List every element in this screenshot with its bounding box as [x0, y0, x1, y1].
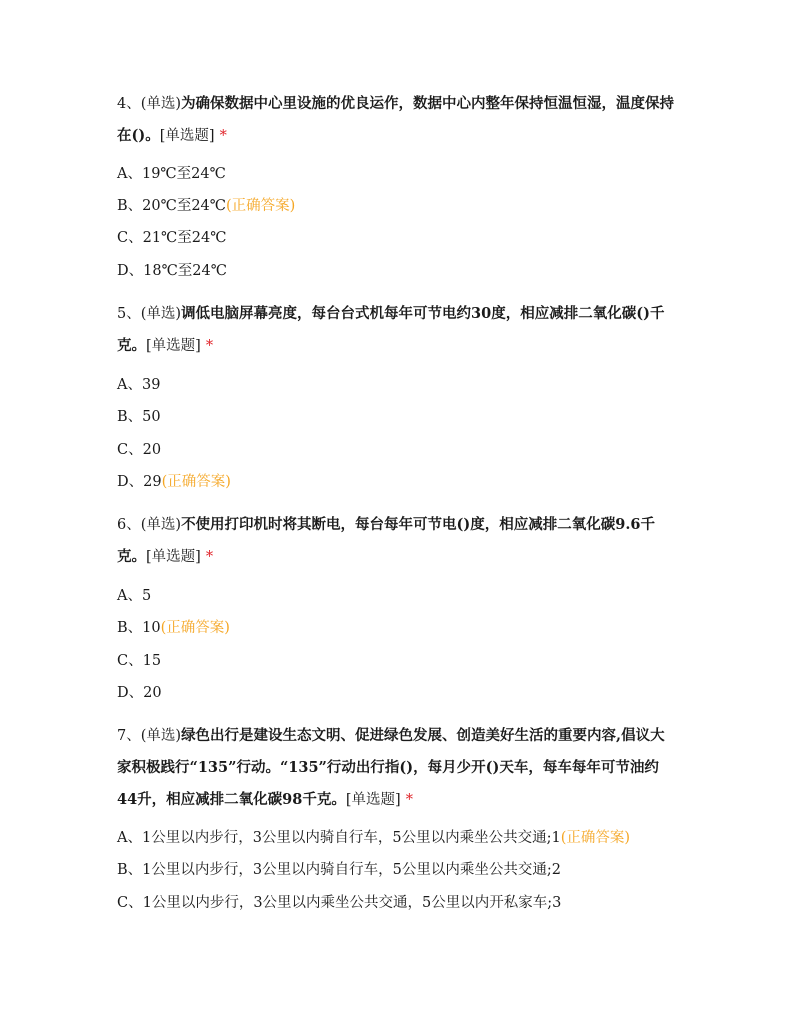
required-mark: * — [205, 549, 214, 565]
question-7 — [117, 720, 677, 816]
option-7b[interactable] — [117, 860, 561, 880]
option-4a[interactable] — [117, 164, 226, 184]
option-text: B、50 — [117, 409, 161, 425]
option-text: B、20℃至24℃ — [117, 198, 226, 214]
correct-answer-label: (正确答案) — [161, 474, 231, 490]
question-number: 6、 — [117, 517, 141, 533]
option-text: A、1公里以内步行，3公里以内骑自行车，5公里以内乘坐公共交通;1 — [117, 830, 561, 846]
question-type-label: [单选题] — [159, 128, 215, 144]
option-5c[interactable] — [117, 440, 161, 460]
question-tag: (单选) — [140, 306, 182, 322]
option-text: B、1公里以内步行，3公里以内骑自行车，5公里以内乘坐公共交通;2 — [117, 862, 561, 878]
correct-answer-label: (正确答案) — [560, 830, 631, 846]
required-mark: * — [405, 792, 413, 808]
option-4d[interactable] — [117, 261, 227, 281]
option-text: D、18℃至24℃ — [117, 263, 227, 279]
question-tag: (单选) — [140, 96, 182, 112]
option-text: A、39 — [117, 377, 161, 393]
question-number: 5、 — [117, 306, 141, 322]
option-text: D、20 — [117, 685, 162, 701]
option-text: C、21℃至24℃ — [117, 230, 227, 246]
question-text: 调低电脑屏幕亮度，每台台式机每年可节电约30度，相应减排二氧化碳()千克。 — [117, 305, 665, 354]
option-text: C、20 — [117, 442, 162, 458]
question-5 — [117, 298, 677, 362]
option-text: A、5 — [117, 588, 152, 604]
question-type-label: [单选题] — [345, 792, 401, 808]
question-number: 4、 — [117, 96, 141, 112]
question-tag: (单选) — [140, 728, 182, 744]
option-text: C、1公里以内步行，3公里以内乘坐公共交通，5公里以内开私家车;3 — [117, 895, 562, 911]
option-text: D、29 — [117, 474, 162, 490]
required-mark: * — [219, 128, 227, 144]
option-6c[interactable] — [117, 651, 161, 671]
option-7c[interactable] — [117, 893, 561, 913]
question-type-label: [单选题] — [146, 338, 201, 354]
option-text: B、10 — [117, 620, 161, 636]
option-5b[interactable] — [117, 407, 161, 427]
question-tag: (单选) — [140, 517, 182, 533]
question-6 — [117, 509, 677, 573]
option-6b[interactable] — [117, 618, 230, 638]
option-7a[interactable] — [117, 828, 630, 848]
question-text: 不使用打印机时将其断电，每台每年可节电()度，相应减排二氧化碳9.6千克。 — [117, 516, 656, 565]
option-5d[interactable] — [117, 472, 231, 492]
question-number: 7、 — [117, 728, 141, 744]
correct-answer-label: (正确答案) — [226, 198, 296, 214]
question-text: 为确保数据中心里设施的优良运作，数据中心内整年保持恒温恒湿，温度保持在()。 — [117, 95, 675, 144]
question-4 — [117, 88, 677, 152]
option-text: C、15 — [117, 653, 162, 669]
option-6d[interactable] — [117, 683, 162, 703]
question-text: 绿色出行是建设生态文明、促进绿色发展、创造美好生活的重要内容,倡议大家积极践行“135”行动。“135”行动出行指()，每月少开()天车，每车每年可节油约44升，相应减排二氧化碳98千克。 — [117, 727, 665, 808]
option-6a[interactable] — [117, 586, 151, 606]
correct-answer-label: (正确答案) — [160, 620, 230, 636]
option-5a[interactable] — [117, 375, 160, 395]
option-text: A、19℃至24℃ — [117, 166, 226, 182]
question-type-label: [单选题] — [146, 549, 201, 565]
option-4b[interactable] — [117, 196, 295, 216]
option-4c[interactable] — [117, 228, 226, 248]
required-mark: * — [205, 338, 214, 354]
